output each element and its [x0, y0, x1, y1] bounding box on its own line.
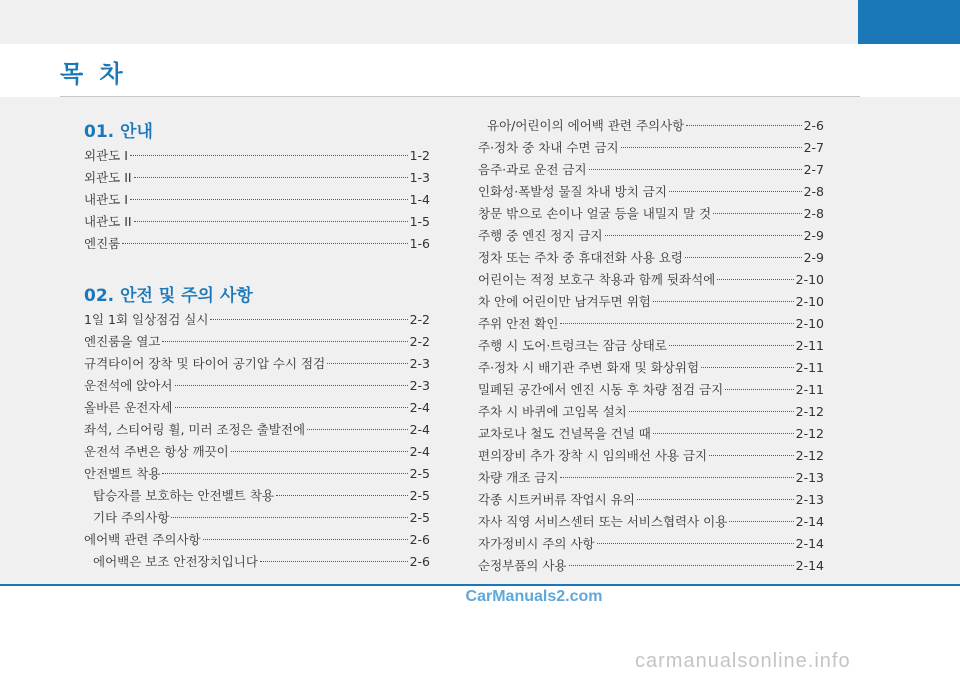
- toc-entry-page: 2-11: [795, 382, 824, 397]
- toc-entry-page: 2-4: [409, 422, 430, 437]
- toc-entry-title: 규격타이어 장착 및 타이어 공기압 수시 점검: [84, 356, 326, 371]
- toc-entry-page: 2-8: [803, 184, 824, 199]
- dot-leader: [307, 428, 408, 430]
- dot-leader: [134, 176, 408, 178]
- dot-leader: [569, 564, 794, 566]
- toc-entry-title: 1일 1회 일상점검 실시: [84, 312, 209, 327]
- toc-entry[interactable]: [478, 159, 824, 181]
- bottom-divider: [0, 584, 960, 586]
- dot-leader: [597, 542, 794, 544]
- dot-leader: [122, 242, 407, 244]
- toc-entry[interactable]: [478, 291, 824, 313]
- toc-entry-title: 올바른 운전자세: [84, 400, 173, 415]
- dot-leader: [653, 432, 794, 434]
- toc-entry-page: 2-12: [795, 448, 824, 463]
- toc-entry[interactable]: [84, 309, 430, 331]
- toc-entry[interactable]: [478, 269, 824, 291]
- toc-entry-page: 2-2: [409, 312, 430, 327]
- dot-leader: [134, 220, 408, 222]
- toc-entry-title: 내관도 I: [84, 192, 128, 207]
- toc-entry-title: 자사 직영 서비스센터 또는 서비스협력사 이용: [478, 514, 728, 529]
- dot-leader: [685, 256, 802, 258]
- toc-entry[interactable]: [84, 331, 430, 353]
- toc-entry-page: 2-5: [409, 466, 430, 481]
- toc-entry-title: 유아/어린이의 에어백 관련 주의사항: [487, 118, 685, 133]
- toc-entry[interactable]: [84, 145, 430, 167]
- toc-entry[interactable]: [478, 137, 824, 159]
- toc-entry-page: 2-10: [795, 294, 824, 309]
- toc-entry-title: 순정부품의 사용: [478, 558, 567, 573]
- toc-entry-title: 엔진룸을 열고: [84, 334, 161, 349]
- toc-entry-page: 2-11: [795, 338, 824, 353]
- toc-entry[interactable]: [478, 203, 824, 225]
- toc-entry-page: 2-9: [803, 228, 824, 243]
- toc-entry-page: 2-14: [795, 514, 824, 529]
- toc-entry-title: 외관도 II: [84, 170, 132, 185]
- toc-entry[interactable]: [478, 379, 824, 401]
- toc-subentry[interactable]: [84, 551, 430, 573]
- dot-leader: [605, 234, 802, 236]
- toc-entry-title: 어린이는 적정 보호구 착용과 함께 뒷좌석에: [478, 272, 716, 287]
- toc-entry-title: 주행 중 엔진 정지 금지: [478, 228, 603, 243]
- toc-content: [0, 97, 960, 584]
- toc-entry-title: 탑승자를 보호하는 안전벨트 착용: [93, 488, 274, 503]
- dot-leader: [709, 454, 794, 456]
- dot-leader: [713, 212, 801, 214]
- dot-leader: [701, 366, 794, 368]
- dot-leader: [717, 278, 793, 280]
- toc-subentry[interactable]: [84, 485, 430, 507]
- toc-entry-title: 각종 시트커버류 작업시 유의: [478, 492, 635, 507]
- toc-entry-page: 2-2: [409, 334, 430, 349]
- toc-entry[interactable]: [478, 313, 824, 335]
- dot-leader: [729, 520, 793, 522]
- dot-leader: [130, 154, 408, 156]
- toc-entry-page: 2-9: [803, 250, 824, 265]
- toc-entry[interactable]: [84, 529, 430, 551]
- toc-entry-title: 자가정비시 주의 사항: [478, 536, 595, 551]
- toc-entry-page: 2-12: [795, 404, 824, 419]
- toc-entry[interactable]: [478, 335, 824, 357]
- toc-entry[interactable]: [84, 441, 430, 463]
- toc-entry[interactable]: [84, 419, 430, 441]
- dot-leader: [260, 560, 408, 562]
- dot-leader: [327, 362, 407, 364]
- toc-entry-title: 엔진룸: [84, 236, 121, 251]
- toc-entry-title: 차 안에 어린이만 남겨두면 위험: [478, 294, 651, 309]
- toc-subentry[interactable]: [478, 115, 824, 137]
- dot-leader: [210, 318, 407, 320]
- title-band: [0, 44, 960, 100]
- toc-entry[interactable]: [478, 555, 824, 577]
- dot-leader: [637, 498, 794, 500]
- dot-leader: [725, 388, 793, 390]
- watermark-footer: carmanualsonline.info: [635, 650, 851, 672]
- toc-entry-title: 밀폐된 공간에서 엔진 시동 후 차량 점검 금지: [478, 382, 724, 397]
- toc-entry-title: 차량 개조 금지: [478, 470, 559, 485]
- toc-entry[interactable]: [478, 247, 824, 269]
- dot-leader: [175, 384, 408, 386]
- toc-entry[interactable]: [478, 445, 824, 467]
- toc-entry[interactable]: [84, 233, 430, 255]
- toc-entry-page: 2-7: [803, 140, 824, 155]
- dot-leader: [621, 146, 802, 148]
- toc-entry-title: 기타 주의사항: [93, 510, 170, 525]
- dot-leader: [171, 516, 407, 518]
- toc-entry[interactable]: [478, 225, 824, 247]
- toc-entry-title: 정차 또는 주차 중 휴대전화 사용 요령: [478, 250, 683, 265]
- toc-entry-page: 2-13: [795, 470, 824, 485]
- toc-entry-title: 에어백은 보조 안전장치입니다: [93, 554, 258, 569]
- dot-leader: [130, 198, 408, 200]
- toc-entry-title: 편의장비 추가 장착 시 임의배선 사용 금지: [478, 448, 708, 463]
- toc-entry-page: 2-10: [795, 316, 824, 331]
- toc-entry-page: 2-12: [795, 426, 824, 441]
- page-title: 목 차: [60, 60, 127, 88]
- toc-entry-title: 창문 밖으로 손이나 얼굴 등을 내밀지 말 것: [478, 206, 712, 221]
- toc-entry-title: 외관도 I: [84, 148, 128, 163]
- toc-entry-page: 2-10: [795, 272, 824, 287]
- toc-entry[interactable]: [478, 511, 824, 533]
- toc-entry-page: 2-14: [795, 558, 824, 573]
- dot-leader: [669, 344, 794, 346]
- dot-leader: [175, 406, 408, 408]
- section-heading-01: 01. 안내: [84, 122, 153, 142]
- toc-entry-page: 2-3: [409, 378, 430, 393]
- toc-entry-page: 2-5: [409, 488, 430, 503]
- toc-entry[interactable]: [84, 353, 430, 375]
- toc-entry-title: 음주·과로 운전 금지: [478, 162, 587, 177]
- toc-entry[interactable]: [84, 189, 430, 211]
- toc-entry[interactable]: [84, 463, 430, 485]
- toc-entry-title: 좌석, 스티어링 휠, 미러 조정은 출발전에: [84, 422, 306, 437]
- top-band: [0, 0, 960, 44]
- section-heading-02: 02. 안전 및 주의 사항: [84, 286, 253, 306]
- toc-entry-page: 2-6: [409, 554, 430, 569]
- toc-entry[interactable]: [478, 533, 824, 555]
- toc-subentry[interactable]: [84, 507, 430, 529]
- dot-leader: [629, 410, 794, 412]
- toc-entry-page: 2-7: [803, 162, 824, 177]
- dot-leader: [203, 538, 408, 540]
- toc-entry-page: 1-3: [409, 170, 430, 185]
- toc-entry-title: 주위 안전 확인: [478, 316, 559, 331]
- chapter-tab: [858, 0, 960, 44]
- dot-leader: [669, 190, 802, 192]
- toc-entry-title: 운전석에 앉아서: [84, 378, 173, 393]
- dot-leader: [231, 450, 408, 452]
- toc-entry-page: 1-4: [409, 192, 430, 207]
- toc-entry-page: 2-4: [409, 400, 430, 415]
- toc-entry-page: 2-5: [409, 510, 430, 525]
- toc-entry-title: 주차 시 바퀴에 고임목 설치: [478, 404, 627, 419]
- toc-entry-page: 2-13: [795, 492, 824, 507]
- toc-entry[interactable]: [478, 423, 824, 445]
- toc-entry[interactable]: [478, 401, 824, 423]
- dot-leader: [589, 168, 802, 170]
- dot-leader: [560, 322, 793, 324]
- dot-leader: [276, 494, 408, 496]
- toc-entry[interactable]: [84, 167, 430, 189]
- toc-entry-title: 교차로나 철도 건널목을 건널 때: [478, 426, 651, 441]
- toc-entry-page: 2-3: [409, 356, 430, 371]
- toc-entry-page: 2-6: [803, 118, 824, 133]
- toc-entry-page: 1-2: [409, 148, 430, 163]
- toc-entry-title: 주·정차 중 차내 수면 금지: [478, 140, 619, 155]
- toc-entry-title: 주행 시 도어·트렁크는 잠금 상태로: [478, 338, 667, 353]
- toc-entry-page: 1-6: [409, 236, 430, 251]
- watermark-logo: CarManuals2.com: [465, 588, 603, 605]
- toc-entry[interactable]: [478, 181, 824, 203]
- toc-entry-title: 인화성·폭발성 물질 차내 방치 금지: [478, 184, 667, 199]
- toc-entry-title: 내관도 II: [84, 214, 132, 229]
- toc-entry-page: 2-8: [803, 206, 824, 221]
- toc-entry-page: 2-11: [795, 360, 824, 375]
- toc-entry[interactable]: [478, 357, 824, 379]
- toc-entry[interactable]: [84, 375, 430, 397]
- toc-entry[interactable]: [478, 489, 824, 511]
- toc-entry-title: 에어백 관련 주의사항: [84, 532, 201, 547]
- toc-entry[interactable]: [84, 397, 430, 419]
- dot-leader: [686, 124, 801, 126]
- dot-leader: [560, 476, 793, 478]
- toc-entry-page: 2-6: [409, 532, 430, 547]
- toc-entry-page: 2-14: [795, 536, 824, 551]
- toc-entry[interactable]: [478, 467, 824, 489]
- toc-entry-page: 1-5: [409, 214, 430, 229]
- dot-leader: [162, 472, 407, 474]
- toc-entry-title: 주·정차 시 배기관 주변 화재 및 화상위험: [478, 360, 700, 375]
- toc-entry[interactable]: [84, 211, 430, 233]
- dot-leader: [653, 300, 794, 302]
- toc-entry-title: 운전석 주변은 항상 깨끗이: [84, 444, 229, 459]
- toc-entry-title: 안전벨트 착용: [84, 466, 161, 481]
- toc-entry-page: 2-4: [409, 444, 430, 459]
- dot-leader: [162, 340, 407, 342]
